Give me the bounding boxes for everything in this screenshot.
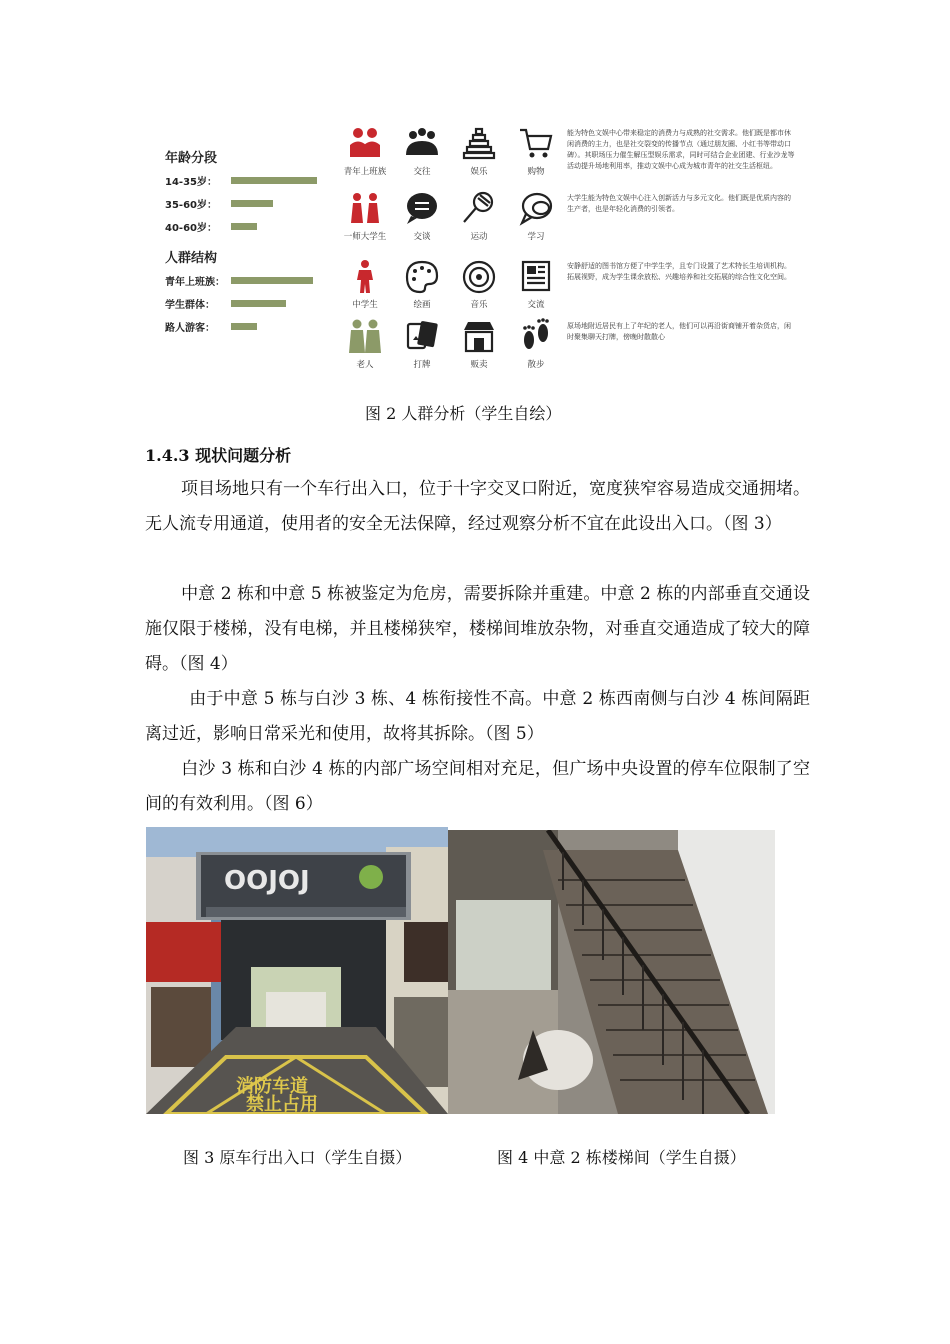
paragraph-2: 中意 2 栋和中意 5 栋被鉴定为危房，需要拆除并重建。中意 2 栋的内部垂直交通设施仅限于楼梯，没有电梯，并且楼梯狭窄，楼梯间堆放杂物，对垂直交通造成了较大的障碍。（图 4） [145,584,810,674]
figure-4-caption: 图 4 中意 2 栋楼梯间（学生自摄） [497,1148,746,1167]
icon-caption: 老人 [356,360,374,370]
icon-caption: 贩卖 [470,360,488,370]
icon-caption: 中学生 [352,300,378,310]
icon-caption: 音乐 [470,300,488,310]
storefront-icon [453,318,505,370]
paragraph-1: 项目场地只有一个车行出入口，位于十字交叉口附近，宽度狭窄容易造成交通拥堵。无人流专用通道，使用者的安全无法保障，经过观察分析不宜在此设出入口。（图 3） [145,479,810,534]
icon-caption: 青年上班族 [343,167,387,177]
elderly-people-icon [339,318,391,370]
figure-3-caption: 图 3 原车行出入口（学生自摄） [183,1148,412,1167]
newspaper-icon [510,258,562,310]
crowd-section-title: 人群结构 [165,251,218,266]
figure-2-caption: 图 2 人群分析（学生自绘） [365,404,562,423]
bar-label: 14-35岁： [165,177,217,188]
age-section-title: 年龄分段 [165,151,218,166]
bar [231,300,286,307]
icon-caption: 运动 [470,232,488,242]
footprints-icon [510,318,562,370]
icon-caption: 购物 [527,167,545,177]
bar-label: 路人游客： [165,323,215,334]
group-description: 能为特色文娱中心带来稳定的消费力与成熟的社交需求。他们既是都市休闲消费的主力，也是社交裂变的传播节点（通过朋友圈、小红书等带动口碑）。其职场压力催生解压型娱乐需求，同时可结合企业团建、行业沙龙等活动提升场地利用率，推动文娱中心成为城市青年的社交生活枢纽。 [567,129,795,170]
icon-caption: 一师大学生 [343,232,387,242]
group-description: 原场地附近居民有上了年纪的老人，他们可以再沿街商铺开着杂货店，闲时聚集聊天打牌，傍晚时散散心 [567,322,791,341]
icon-caption: 绘画 [413,300,431,310]
paragraph-4: 白沙 3 栋和白沙 4 栋的内部广场空间相对充足，但广场中央设置的停车位限制了空间的有效利用。（图 6） [145,759,810,814]
road-marking-text-2: 禁止占用 [246,1094,318,1114]
bar [231,323,257,330]
study-bubble-icon [510,190,562,242]
icon-caption: 散步 [527,360,545,370]
music-disc-icon [453,258,505,310]
bar-label: 青年上班族： [165,277,225,288]
university-students-icon [339,190,391,242]
bar [231,177,317,184]
painting-palette-icon [396,258,448,310]
bar-label: 40-60岁： [165,223,217,234]
entrance-sign-text: OOJOJ [224,866,310,896]
icon-caption: 交流 [527,300,545,310]
bar-label: 35-60岁： [165,200,217,211]
icon-caption: 打牌 [413,360,431,370]
badminton-icon [453,190,505,242]
road-marking-text-1: 消防车道 [236,1076,308,1097]
icon-caption: 交往 [413,167,431,177]
chat-bubble-icon [396,190,448,242]
socializing-icon [396,125,448,177]
group-description: 安静舒适的图书馆方便了中学生学，且专门设置了艺术特长生培训机构。拓展视野，成为学生课余放松、兴趣培养和社交拓展的综合性文化空间。 [567,262,791,281]
icon-caption: 学习 [527,232,545,242]
section-heading: 1.4.3 现状问题分析 [145,446,292,465]
entertainment-icon [453,125,505,177]
figure-4-photo-stairwell [448,830,775,1114]
shopping-cart-icon [510,125,562,177]
bar [231,223,257,230]
group-description: 大学生能为特色文娱中心注入创新活力与多元文化。他们既是优质内容的生产者，也是年轻化消费的引领者。 [567,194,791,213]
icon-caption: 交谈 [413,232,431,242]
icon-caption: 娱乐 [470,167,488,177]
middle-school-student-icon [339,258,391,310]
paragraph-3: 由于中意 5 栋与白沙 3 栋、4 栋衔接性不高。中意 2 栋西南侧与白沙 4 栋间隔距离过近，影响日常采光和使用，故将其拆除。（图 5） [145,689,810,744]
bar [231,277,313,284]
young-workers-icon [339,125,391,177]
bar-label: 学生群体： [165,300,215,311]
playing-cards-icon [396,318,448,370]
figure-3-photo-vehicle-entrance [146,827,448,1114]
bar [231,200,273,207]
crowd-analysis-infographic [160,120,800,380]
